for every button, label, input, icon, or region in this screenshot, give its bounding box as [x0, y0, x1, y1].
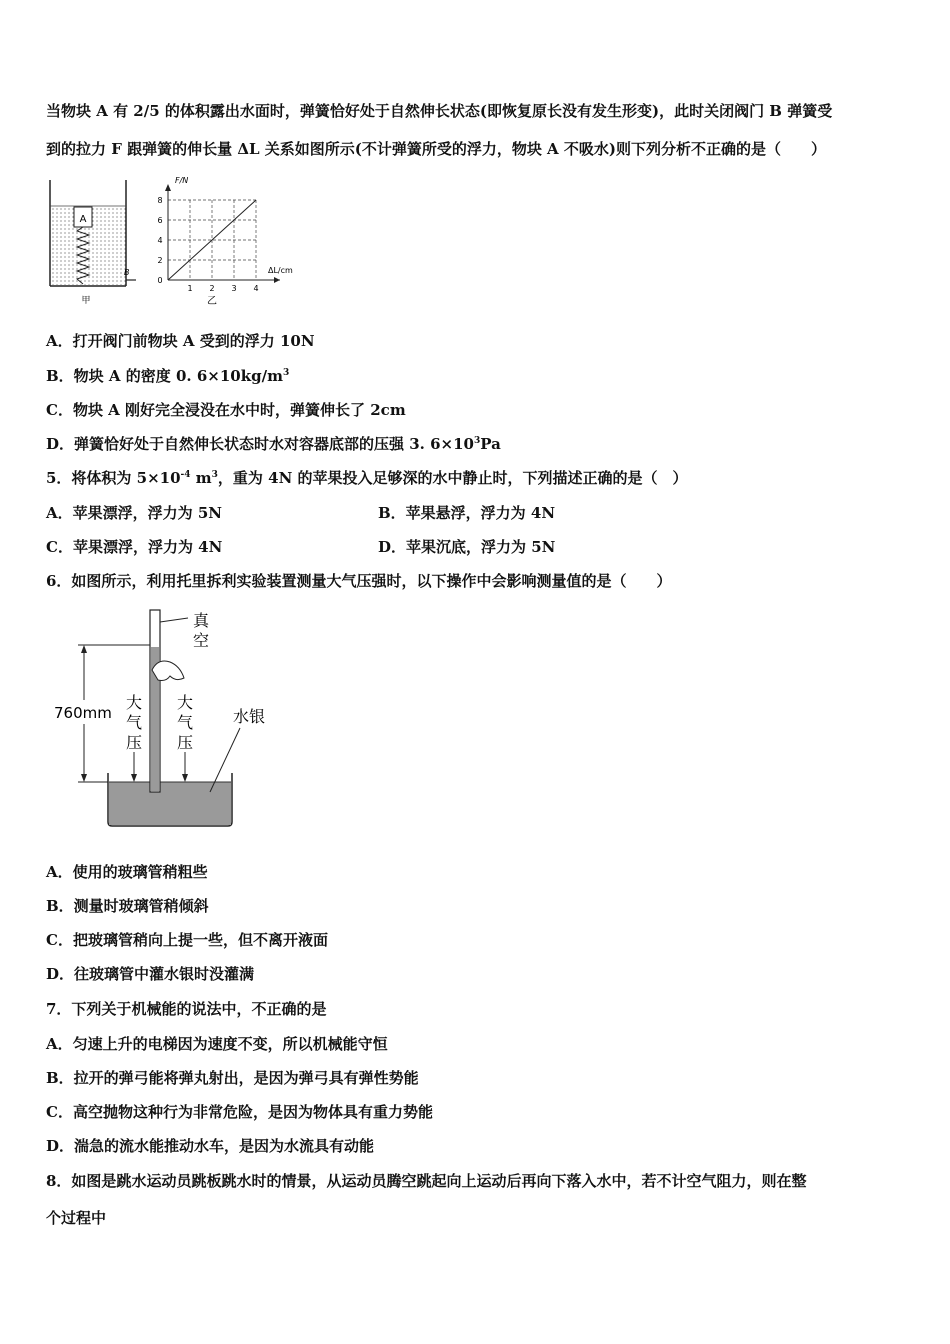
hand-icon: [152, 661, 184, 681]
atm-right-3: 压: [177, 733, 194, 752]
q5-stem: 5．将体积为 $5\times 10^{-4}$ $m^3$，重为 4N 的苹果投入足够深的水中静止时，下列描述正确的是（ ）: [46, 469, 688, 487]
q7-option-c: C．高空抛物这种行为非常危险，是因为物体具有重力势能: [46, 1103, 433, 1121]
chart-x-axis-label: ΔL/cm: [268, 266, 293, 275]
q4-option-c: C．物块 A 刚好完全浸没在水中时，弹簧伸长了 2cm: [46, 401, 406, 419]
vacuum-label-1: 真: [193, 611, 210, 630]
chart-x-tick-2: 2: [209, 284, 215, 293]
q5-option-b: B．苹果悬浮，浮力为 4N: [378, 504, 556, 522]
q6-torricelli-figure: [50, 600, 300, 830]
q7-option-d: D．湍急的流水能推动水车，是因为水流具有动能: [46, 1137, 375, 1155]
chart-y-axis-arrow: [165, 184, 171, 191]
atm-right-1: 大: [177, 693, 194, 712]
figure-caption-yi: 乙: [207, 296, 217, 307]
figure-caption-jia: 甲: [81, 296, 91, 306]
valve-b-label: B: [124, 268, 130, 277]
q6-stem: 6．如图所示，利用托里拆利实验装置测量大气压强时，以下操作中会影响测量值的是（ ）: [46, 572, 672, 590]
chart-x-tick-3: 3: [231, 284, 237, 293]
q4-option-d: D．弹簧恰好处于自然伸长状态时水对容器底部的压强 3. $6\times 10^3Pa$: [46, 435, 501, 453]
q6-option-d: D．往玻璃管中灌水银时没灌满: [46, 965, 255, 983]
mercury-label: 水银: [233, 707, 266, 726]
q5-option-d: D．苹果沉底，浮力为 5N: [378, 538, 556, 556]
q7-stem: 7．下列关于机械能的说法中，不正确的是: [46, 1000, 327, 1018]
vacuum-label-2: 空: [193, 631, 210, 650]
q5-option-a: A．苹果漂浮，浮力为 5N: [46, 504, 223, 522]
chart-y-axis-label: F/N: [175, 176, 189, 185]
height-label: 760mm: [54, 704, 112, 722]
q4-stem-line2: 到的拉力 F 跟弹簧的伸长量 ΔL 关系如图所示(不计弹簧所受的浮力，物块 A 不吸水)则下列分析不正确的是（ ）: [46, 140, 827, 158]
q6-option-a: A．使用的玻璃管稍粗些: [46, 863, 208, 881]
q4-option-b: B．物块 A 的密度 0. $6\times 10kg/m^3$: [46, 367, 290, 385]
chart-y-tick-8: 8: [157, 196, 163, 205]
atm-left-3: 压: [126, 733, 143, 752]
atm-right-2: 气: [177, 713, 194, 732]
chart-y-tick-4: 4: [157, 236, 163, 245]
chart-y-tick-2: 2: [157, 256, 163, 265]
chart-y-tick-6: 6: [157, 216, 163, 225]
atm-left-2: 气: [126, 713, 143, 732]
q6-option-b: B．测量时玻璃管稍倾斜: [46, 897, 209, 915]
chart-x-tick-1: 1: [187, 284, 193, 293]
q4-figure-container: [44, 176, 140, 308]
q7-option-b: B．拉开的弹弓能将弹丸射出，是因为弹弓具有弹性势能: [46, 1069, 419, 1087]
q4-force-extension-chart: [150, 170, 310, 310]
block-a-label: A: [79, 214, 87, 225]
q5-option-c: C．苹果漂浮，浮力为 4N: [46, 538, 223, 556]
chart-x-tick-4: 4: [253, 284, 259, 293]
q4-stem-line1: 当物块 A 有 2/5 的体积露出水面时，弹簧恰好处于自然伸长状态(即恢复原长没有发生形变)，此时关闭阀门 B 弹簧受: [46, 102, 833, 120]
q8-stem-line2: 个过程中: [46, 1209, 107, 1227]
q7-option-a: A．匀速上升的电梯因为速度不变，所以机械能守恒: [46, 1035, 388, 1053]
q4-option-a: A．打开阀门前物块 A 受到的浮力 10N: [46, 332, 315, 350]
chart-x-axis-arrow: [274, 277, 280, 283]
atm-left-1: 大: [126, 693, 143, 712]
q8-stem-line1: 8．如图是跳水运动员跳板跳水时的情景，从运动员腾空跳起向上运动后再向下落入水中，若不计空气阻力，则在整: [46, 1172, 807, 1190]
chart-y-tick-0: 0: [157, 276, 163, 285]
q6-option-c: C．把玻璃管稍向上提一些，但不离开液面: [46, 931, 328, 949]
